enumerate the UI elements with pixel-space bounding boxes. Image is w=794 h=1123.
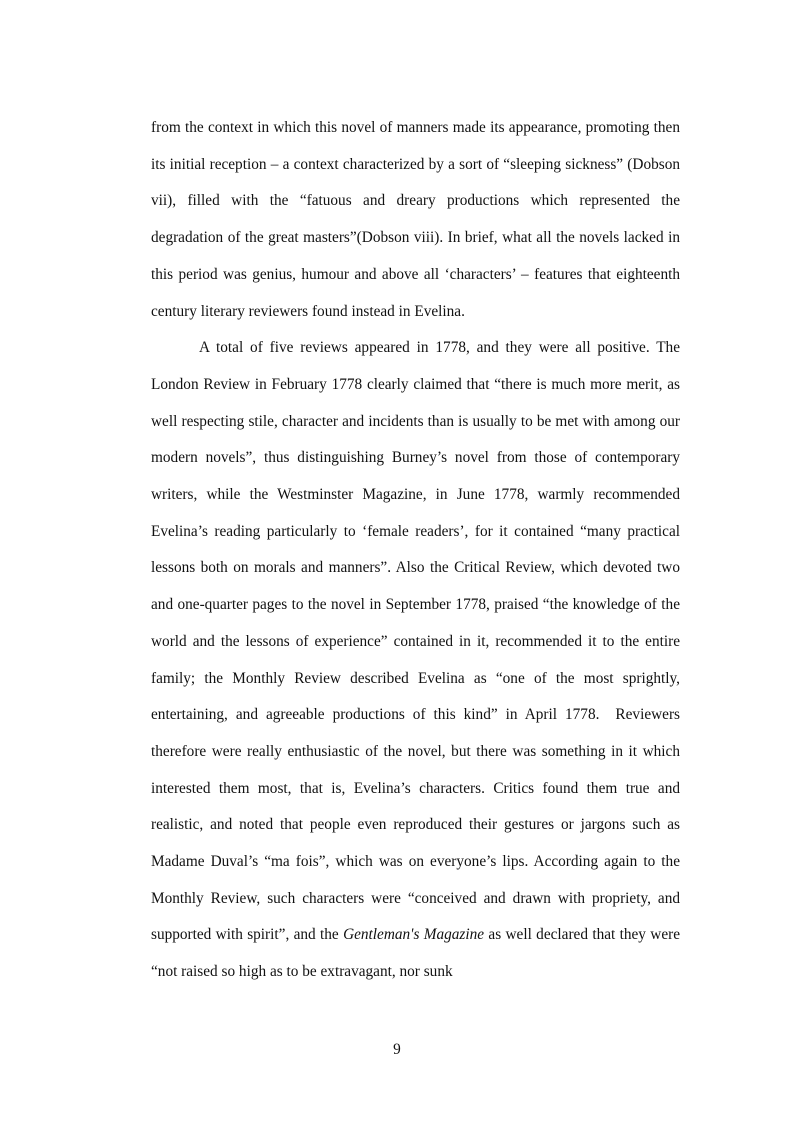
paragraph-reviews-text: A total of five reviews appeared in 1778, and they were all positive. The London Review in February 1778 clearly claimed that “there is much more merit, as well respecting stile, character and incidents than is usually to be met with among our modern novels”, thus distinguishing Burney’s novel from those of contemporary writers, while the Westminster Magazine, in June 1778, warmly recommended Evelina’s reading particularly to ‘female readers’, for it contained “many practical lessons both on morals and manners”. Also the Critical Review, which devoted two and one-quarter pages to the novel in September 1778, praised “the knowledge of the world and the lessons of experience” contained in it, recommended it to the entire family; the Monthly Review described Evelina as “one of the most sprightly, entertaining, and agreeable productions of this kind” in April 1778. Reviewers therefore were really enthusiastic of the novel, but there was something in it which interested them most, that is, Evelina’s characters. Critics found them true and realistic, and noted that people even reproduced their gestures or jargons such as Madame Duval’s “ma fois”, which was on everyone’s lips. According again to the Monthly Review, such characters were “conceived and drawn with propriety, and supported with spirit”, and the	[151, 339, 680, 944]
gentlemans-magazine-title: Gentleman's Magazine	[343, 926, 485, 944]
body-text	[151, 110, 680, 991]
paragraph-reviews-tail: as well declared that they were “not raised so high as to be extravagant, nor sunk	[151, 926, 680, 981]
page-number: 9	[393, 1041, 401, 1058]
paragraph-reviews	[151, 330, 680, 991]
paragraph-continuation: from the context in which this novel of manners made its appearance, promoting then its initial reception – a context characterized by a sort of “sleeping sickness” (Dobson vii), filled with the “fatuous and dreary productions which represented the degradation of the great masters”(Dobson viii). In brief, what all the novels lacked in this period was genius, humour and above all ‘characters’ – features that eighteenth century literary reviewers found instead in Evelina.	[151, 119, 680, 320]
